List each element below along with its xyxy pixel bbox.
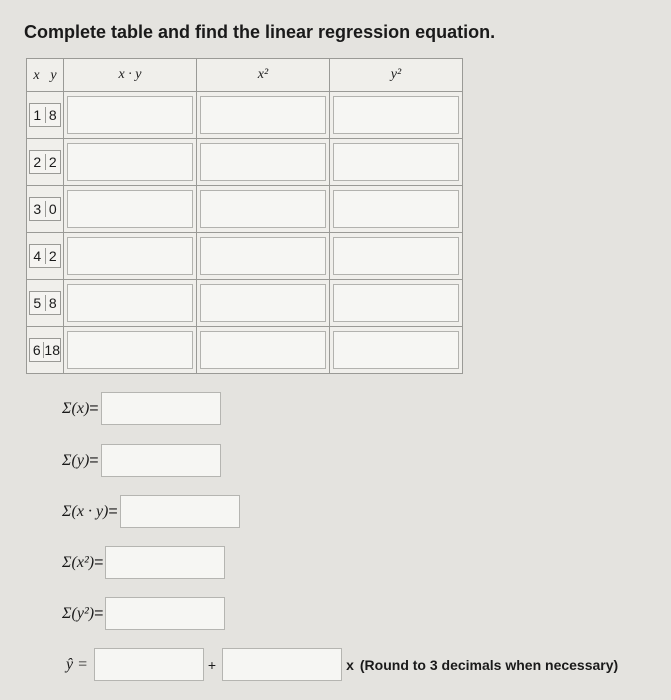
- x-squared-input-row-1[interactable]: [200, 96, 326, 134]
- intercept-input[interactable]: [94, 648, 204, 681]
- sum-x-input[interactable]: [101, 392, 221, 425]
- header-x-y: [27, 59, 64, 92]
- xy-input-row-6[interactable]: [67, 331, 193, 369]
- equals-sign: =: [94, 604, 104, 622]
- sum-y-squared-label: Σ(y²): [62, 604, 95, 622]
- y-squared-input-row-2[interactable]: [333, 143, 459, 181]
- equals-sign: =: [108, 502, 118, 520]
- xy-pair: [29, 150, 61, 174]
- table-header-row: [27, 59, 463, 92]
- xy-input-row-2[interactable]: [67, 143, 193, 181]
- table-row: [27, 92, 463, 139]
- header-x-squared: x²: [197, 59, 330, 92]
- x-suffix: x: [346, 656, 354, 673]
- table-row: [27, 139, 463, 186]
- y-value: 18: [44, 342, 60, 358]
- xy-pair: [29, 291, 61, 315]
- sum-y-input[interactable]: [101, 444, 221, 477]
- y-squared-input-row-5[interactable]: [333, 284, 459, 322]
- x-squared-input-row-4[interactable]: [200, 237, 326, 275]
- x-value: 3: [30, 201, 46, 217]
- table-row: [27, 280, 463, 327]
- x-value: 1: [30, 107, 46, 123]
- header-y-squared: y²: [330, 59, 463, 92]
- header-xy: x · y: [64, 59, 197, 92]
- x-squared-input-row-5[interactable]: [200, 284, 326, 322]
- sum-x-row: [62, 392, 221, 425]
- y-squared-input-row-1[interactable]: [333, 96, 459, 134]
- sum-x-label: Σ(x): [62, 399, 90, 417]
- xy-pair: [29, 103, 61, 127]
- xy-input-row-3[interactable]: [67, 190, 193, 228]
- plus-sign: +: [207, 656, 217, 673]
- sum-xy-row: [62, 495, 240, 528]
- y-value: 2: [48, 248, 57, 264]
- table-row: [27, 327, 463, 374]
- sum-y-label: Σ(y): [62, 451, 90, 469]
- y-value: 0: [48, 201, 57, 217]
- x-squared-input-row-6[interactable]: [200, 331, 326, 369]
- equals-sign: =: [89, 399, 99, 417]
- xy-input-row-1[interactable]: [67, 96, 193, 134]
- equals-sign: =: [94, 553, 104, 571]
- xy-pair: [29, 197, 61, 221]
- header-x: x: [33, 68, 40, 83]
- sum-xy-label: Σ(x · y): [62, 502, 109, 520]
- y-squared-input-row-6[interactable]: [333, 331, 459, 369]
- y-value: 8: [48, 107, 57, 123]
- x-value: 6: [30, 342, 44, 358]
- xy-input-row-5[interactable]: [67, 284, 193, 322]
- slope-input[interactable]: [222, 648, 342, 681]
- x-squared-input-row-3[interactable]: [200, 190, 326, 228]
- sum-x-squared-row: [62, 546, 225, 579]
- y-value: 2: [48, 154, 57, 170]
- y-hat-label: ŷ =: [66, 655, 88, 673]
- regression-table: [26, 58, 463, 374]
- table-row: [27, 233, 463, 280]
- rounding-note: (Round to 3 decimals when necessary): [359, 656, 619, 673]
- x-value: 2: [30, 154, 46, 170]
- x-squared-input-row-2[interactable]: [200, 143, 326, 181]
- sum-y-squared-input[interactable]: [105, 597, 225, 630]
- sum-x-squared-label: Σ(x²): [62, 553, 95, 571]
- sum-x-squared-input[interactable]: [105, 546, 225, 579]
- table-row: [27, 186, 463, 233]
- y-squared-input-row-4[interactable]: [333, 237, 459, 275]
- x-value: 5: [30, 295, 46, 311]
- equals-sign: =: [89, 451, 99, 469]
- sum-y-squared-row: [62, 597, 225, 630]
- y-squared-input-row-3[interactable]: [333, 190, 459, 228]
- sum-y-row: [62, 444, 221, 477]
- y-value: 8: [48, 295, 57, 311]
- xy-pair: [29, 244, 61, 268]
- x-value: 4: [30, 248, 46, 264]
- page-title: Complete table and find the linear regression equation.: [24, 22, 496, 42]
- sum-xy-input[interactable]: [120, 495, 240, 528]
- xy-input-row-4[interactable]: [67, 237, 193, 275]
- regression-equation-row: [66, 648, 618, 681]
- header-y: y: [50, 68, 57, 83]
- xy-pair: [29, 338, 61, 362]
